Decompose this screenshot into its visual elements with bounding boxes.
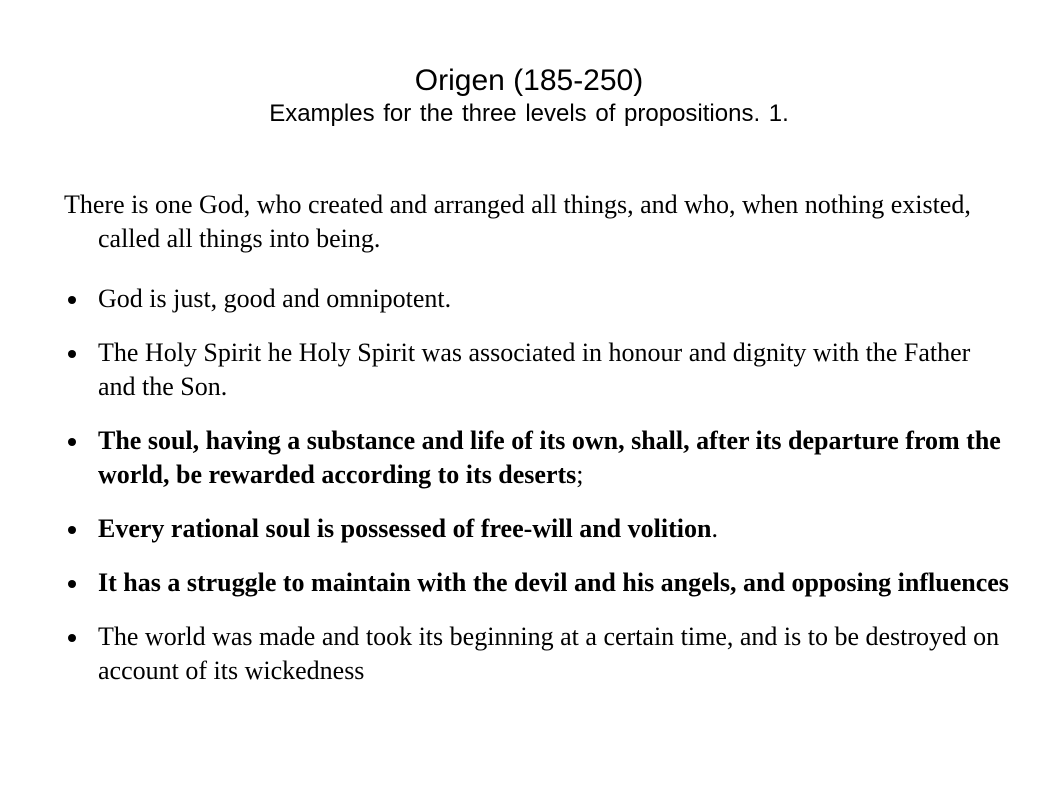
list-item bbox=[64, 424, 1014, 492]
list-item bbox=[64, 566, 1014, 600]
bullet-text: The Holy Spirit he Holy Spirit was associated in honour and dignity with the Father and the Son. bbox=[98, 338, 971, 401]
list-item bbox=[64, 512, 1014, 546]
bullet-text: The world was made and took its beginning at a certain time, and is to be destroyed on account of its wickedness bbox=[98, 622, 1000, 685]
slide-subtitle: Examples for the three levels of propositions. 1. bbox=[269, 100, 789, 127]
bullet-icon bbox=[68, 580, 76, 588]
bullet-text: It has a struggle to maintain with the devil and his angels, and opposing influences bbox=[98, 568, 1009, 597]
bullet-icon bbox=[68, 296, 76, 304]
bullet-tail: . bbox=[711, 514, 718, 543]
bullet-text: The soul, having a substance and life of its own, shall, after its departure from the world, be rewarded according to its deserts bbox=[98, 426, 1001, 489]
bullet-list bbox=[64, 282, 1014, 708]
title-block bbox=[0, 64, 1058, 130]
list-item bbox=[64, 336, 1014, 404]
intro-paragraph: There is one God, who created and arranged all things, and who, when nothing existed, called all things into being. bbox=[64, 190, 971, 253]
bullet-icon bbox=[68, 634, 76, 642]
bullet-text: God is just, good and omnipotent. bbox=[98, 284, 452, 313]
bullet-icon bbox=[68, 350, 76, 358]
list-item bbox=[64, 282, 1014, 316]
list-item bbox=[64, 620, 1014, 688]
bullet-tail: ; bbox=[576, 460, 584, 489]
slide-title: Origen (185-250) bbox=[414, 64, 644, 97]
bullet-text: Every rational soul is possessed of free-will and volition bbox=[98, 514, 712, 543]
bullet-icon bbox=[68, 526, 76, 534]
bullet-icon bbox=[68, 438, 76, 446]
